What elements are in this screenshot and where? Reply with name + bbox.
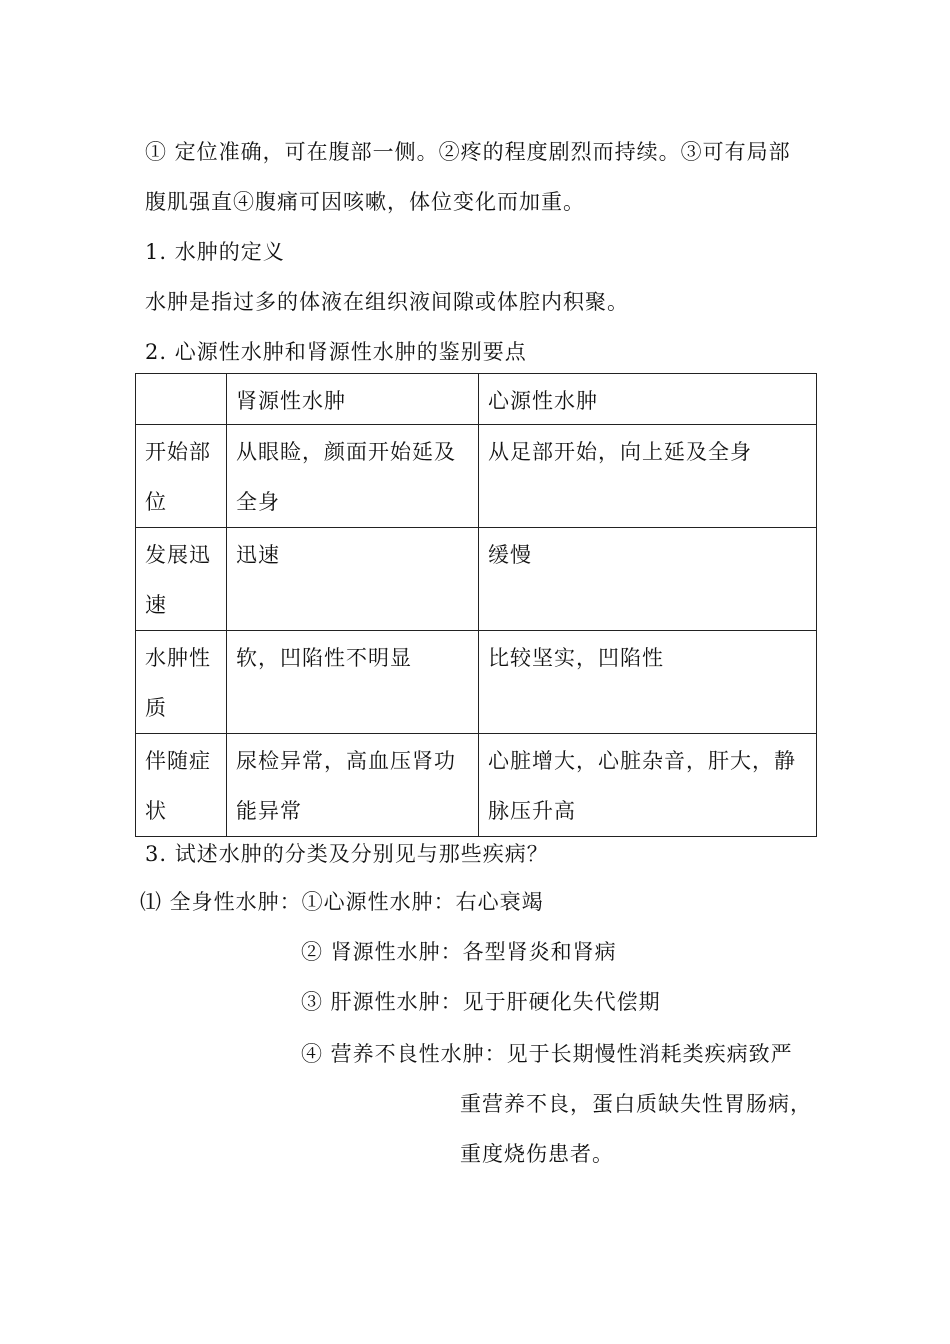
table-row — [136, 734, 817, 837]
renal-cell: 软，凹陷性不明显 — [227, 631, 479, 734]
intro-line-1: ① 定位准确，可在腹部一侧。②疼的程度剧烈而持续。③可有局部 — [145, 140, 791, 164]
section-1-heading: 1. 水肿的定义 — [145, 240, 285, 264]
classification-item-3: ③ 肝源性水肿：见于肝硬化失代偿期 — [301, 990, 661, 1014]
table-row — [136, 528, 817, 631]
table-row — [136, 631, 817, 734]
cardiac-cell: 心脏增大，心脏杂音，肝大，静脉压升高 — [479, 734, 817, 837]
table-header-cardiac: 心源性水肿 — [479, 374, 817, 425]
table-header-renal: 肾源性水肿 — [227, 374, 479, 425]
renal-cell: 从眼睑，颜面开始延及全身 — [227, 425, 479, 528]
row-label: 开始部位 — [136, 425, 227, 528]
section-2-heading: 2. 心源性水肿和肾源性水肿的鉴别要点 — [145, 340, 527, 364]
intro-line-2: 腹肌强直④腹痛可因咳嗽，体位变化而加重。 — [145, 190, 585, 214]
classification-item-4-line-3: 重度烧伤患者。 — [460, 1142, 614, 1166]
section-1-text: 水肿是指过多的体液在组织液间隙或体腔内积聚。 — [145, 290, 629, 314]
row-label: 水肿性质 — [136, 631, 227, 734]
cardiac-cell: 从足部开始，向上延及全身 — [479, 425, 817, 528]
table-header-empty — [136, 374, 227, 425]
classification-item-1: ⑴ 全身性水肿：①心源性水肿：右心衰竭 — [140, 890, 544, 914]
row-label: 发展迅速 — [136, 528, 227, 631]
classification-item-4-line-1: ④ 营养不良性水肿：见于长期慢性消耗类疾病致严 — [301, 1042, 793, 1066]
cardiac-cell: 比较坚实，凹陷性 — [479, 631, 817, 734]
classification-item-4-line-2: 重营养不良，蛋白质缺失性胃肠病， — [460, 1092, 812, 1116]
row-label: 伴随症状 — [136, 734, 227, 837]
edema-comparison-table — [135, 373, 817, 837]
section-3-heading: 3. 试述水肿的分类及分别见与那些疾病？ — [145, 842, 549, 866]
table-row — [136, 425, 817, 528]
table-header-row — [136, 374, 817, 425]
classification-item-2: ② 肾源性水肿：各型肾炎和肾病 — [301, 940, 617, 964]
renal-cell: 尿检异常，高血压肾功能异常 — [227, 734, 479, 837]
cardiac-cell: 缓慢 — [479, 528, 817, 631]
renal-cell: 迅速 — [227, 528, 479, 631]
